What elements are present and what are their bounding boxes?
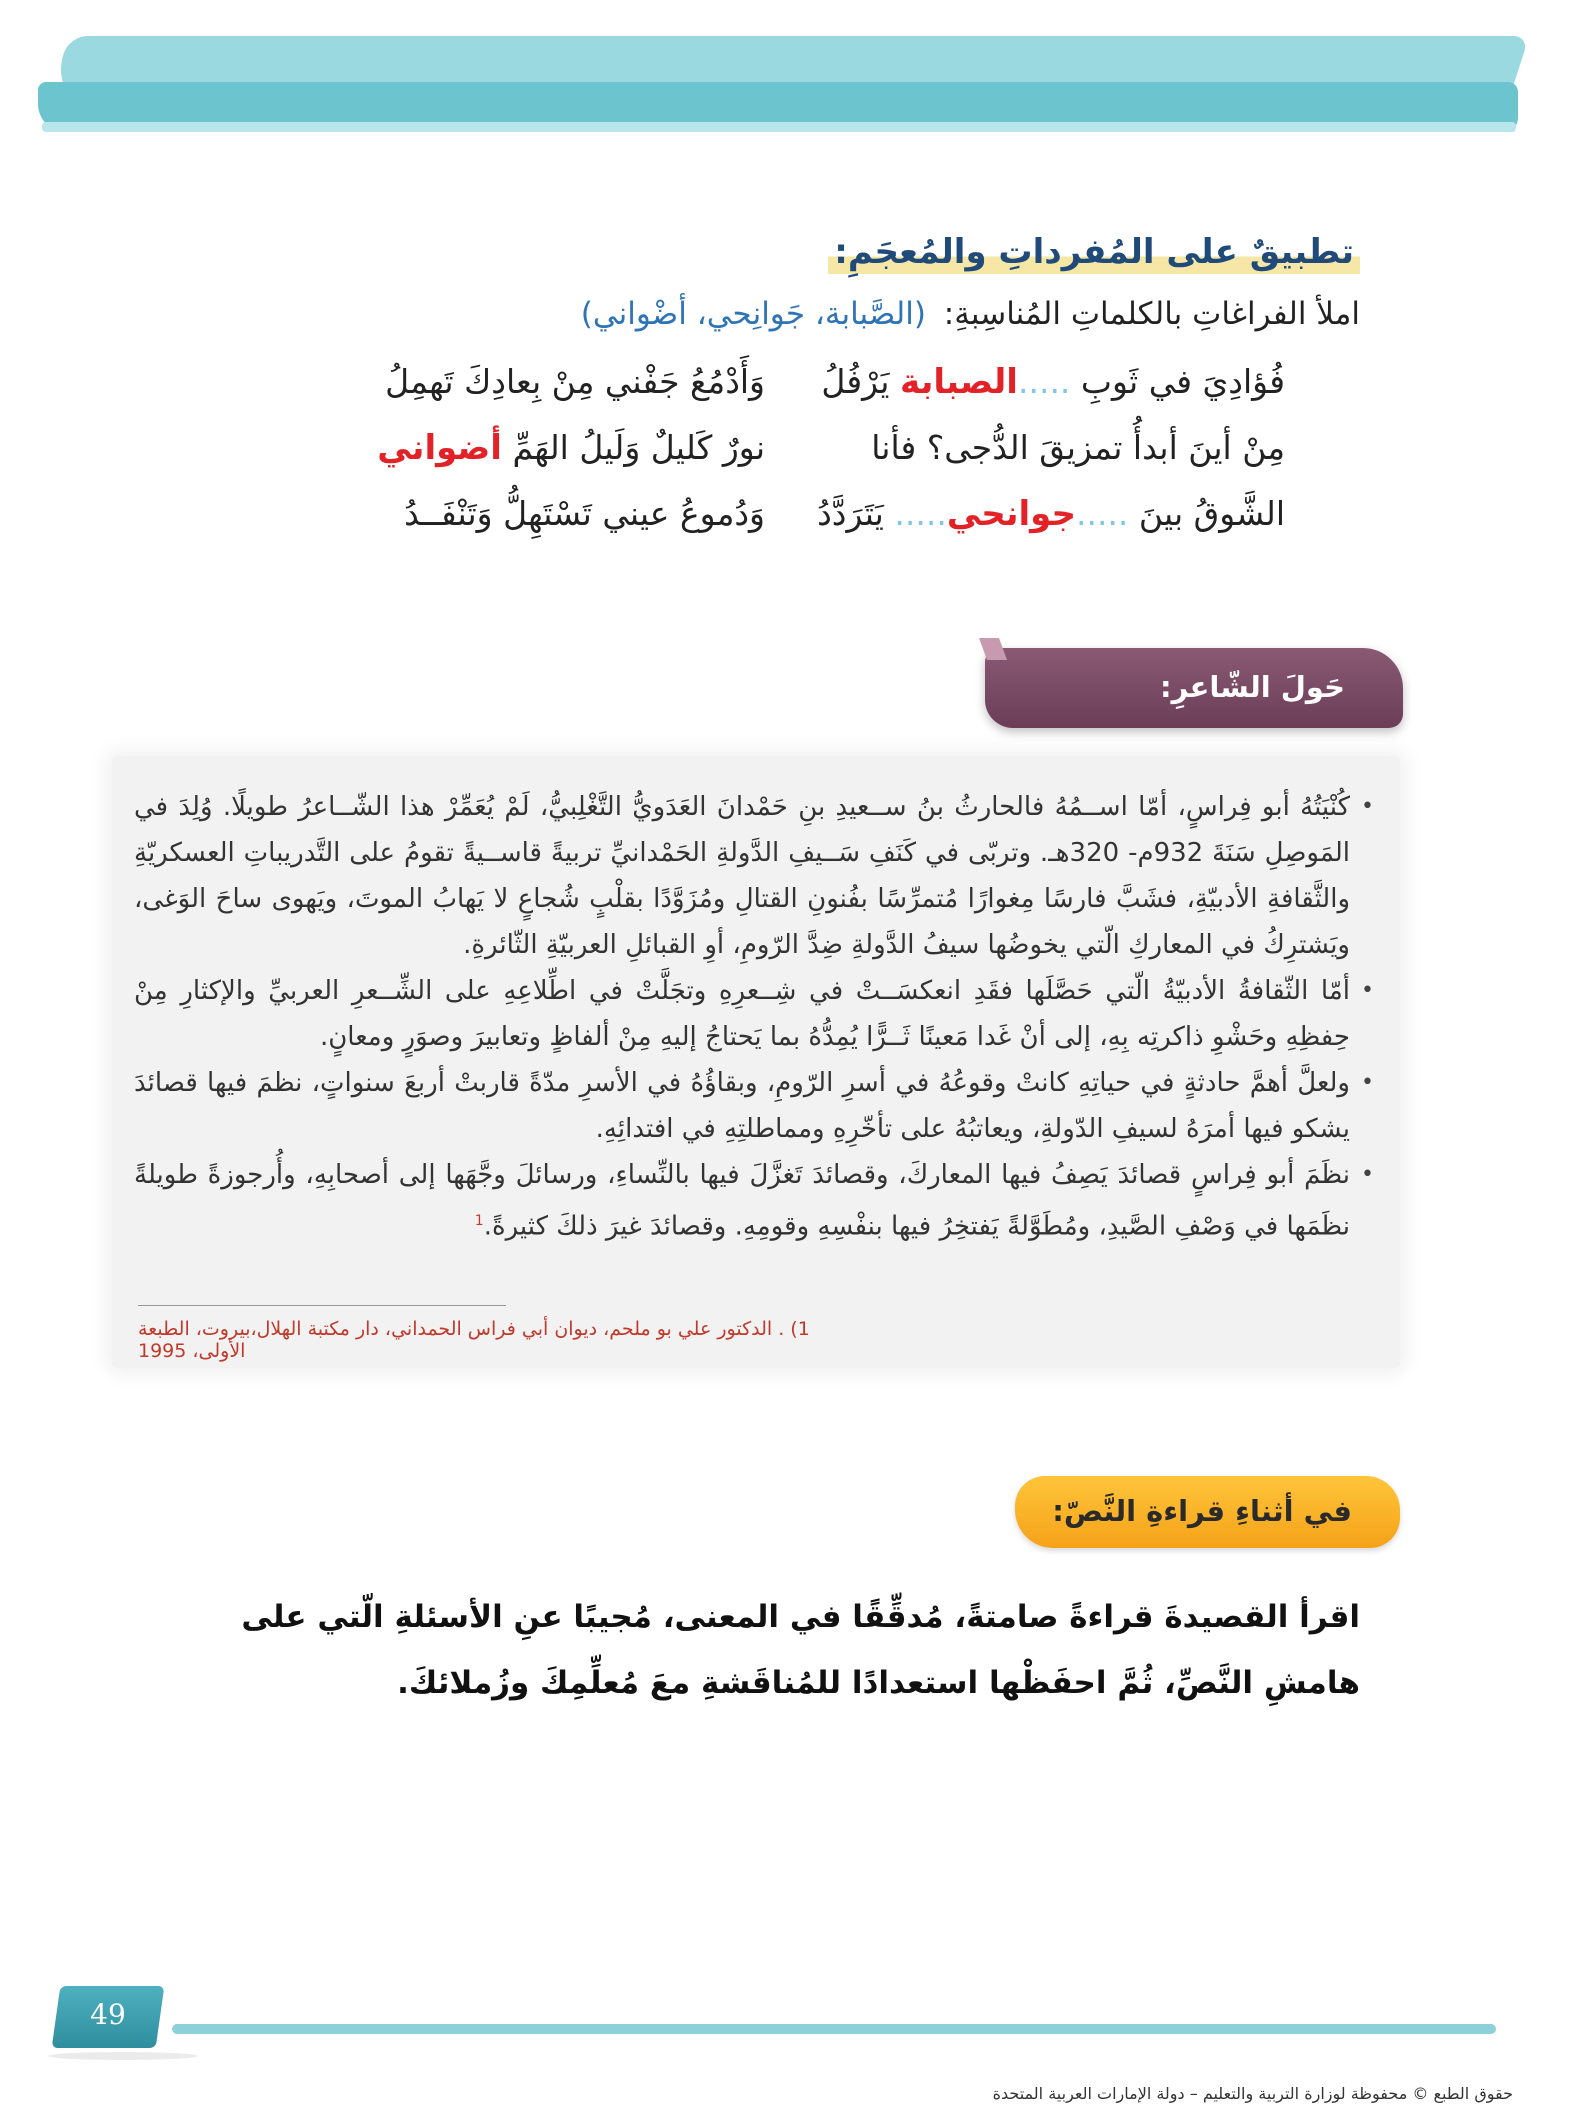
footnote: 1) . الدكتور علي بو ملحم، ديوان أبي فراس الحمداني، دار مكتبة الهلال،بيروت، الطبعة الأولى، 1995 [138, 1318, 810, 1362]
verse-row-3 [185, 494, 1285, 560]
verse-2-second-hemistich [377, 428, 765, 468]
verse-text: فُؤادِيَ في ثَوبِ [1080, 362, 1285, 401]
footer-rule [172, 2024, 1496, 2034]
poet-bio-box [112, 756, 1400, 1368]
bio-list [134, 784, 1374, 1250]
bio-text: ولعلَّ أهمَّ حادثةٍ في حياتِهِ كانتْ وقوعُهُ في أسرِ الرّومِ، وبقاؤُهُ في الأسرِ مدّةً قاربتْ أربعَ سنواتٍ، نظمَ فيها قصائدَ يشكو فيها أمرَهُ لسيفِ الدّولةِ، ويعاتبُهُ على تأخّرِهِ ومماطلتِهِ في افتدائِهِ. [134, 1068, 1350, 1144]
verse-1-first-hemistich [821, 362, 1285, 402]
bio-paragraph [134, 1152, 1374, 1250]
bullet-icon: • [1361, 794, 1374, 819]
verse-text: مِنْ أينَ أبدأُ تمزيقَ الدُّجى؟ فأنا [871, 428, 1285, 467]
bio-paragraph [134, 784, 1374, 968]
verse-row-1 [185, 362, 1285, 428]
verse-row-2 [185, 428, 1285, 494]
verse-2-first-hemistich [871, 428, 1285, 467]
footnote-marker: 1 [474, 1213, 484, 1229]
poem-exercise [185, 362, 1285, 560]
bio-text: نظَمَ أبو فِراسٍ قصائدَ يَصِفُ فيها المعاركَ، وقصائدَ تَغزَّلَ فيها بالنِّساءِ، ورسائلَ وجَّهَها إلى أصحابِهِ، وأُرجوزةً طويلةً نظَمَها في وَصْفِ الصَّيدِ، ومُطَوَّلةً يَفتخِرُ فيها بنفْسِهِ وقومِهِ. وقصائدَ غيرَ ذلكَ كثيرةً. [134, 1160, 1350, 1242]
badge-shadow [48, 2052, 198, 2060]
blank-dots: ..... [1017, 362, 1071, 401]
bullet-icon: • [1361, 978, 1374, 1003]
bio-paragraph [134, 1060, 1374, 1152]
vocab-section-title: تطبيقٌ على المُفرداتِ والمُعجَمِ: [828, 232, 1360, 274]
footnote-divider [138, 1305, 506, 1306]
bullet-icon: • [1361, 1070, 1374, 1095]
verse-3-first-hemistich [817, 494, 1285, 534]
bio-text: أمّا الثّقافةُ الأدبيّةُ الّتي حَصَّلَها فقَدِ انعكسَــتْ في شِــعرِهِ وتجَلَّتْ في اطِّلاعِهِ على الشِّــعرِ العربيِّ والإكثارِ مِنْ حِفظِهِ وحَشْوِ ذاكرتِه بِهِ، إلى أنْ غَدا مَعينًا ثَــرًّا يُمِدُّهُ بما يَحتاجُ إليهِ مِنْ ألفاظٍ وتعابيرَ وصوَرٍ ومعانٍ. [134, 976, 1350, 1052]
page-number: 49 [90, 1998, 126, 2031]
bio-text: كُنْيَتُهُ أبو فِراسٍ، أمّا اســمُهُ فالحارثُ بنُ ســعيدِ بنِ حَمْدانَ العَدَويُّ التَّغْلِبيُّ، لَمْ يُعَمِّرْ هذا الشّــاعرُ طويلًا. وُلِدَ في المَوصِلِ سَنَةَ 932م- 320هـ. وتربّى في كَنَفِ سَــيفِ الدَّولةِ الحَمْدانيِّ تربيةً قاســيةً تقومُ على التَّدريباتِ العسكريّةِ والثَّقافةِ الأدبيّةِ، فشَبَّ فارسًا مِغوارًا مُتمرِّسًا بفُنونِ القتالِ ومُزَوَّدًا بقلْبٍ شُجاعٍ لا يَهابُ الموتَ، ويَهوى ساحَ الوَغى، ويَشترِكُ في المعاركِ الّتي يخوضُها سيفُ الدَّولةِ ضِدَّ الرّومِ، أوِ القبائلِ العربيّةِ الثّائرةِ. [134, 792, 1351, 960]
about-poet-heading: حَولَ الشّاعرِ: [1159, 670, 1345, 704]
verse-text: نورٌ كَليلٌ وَلَيلُ الهَمِّ [512, 428, 765, 467]
top-decorative-banner [38, 36, 1518, 134]
blank-dots: ..... [1075, 494, 1129, 533]
word-choices: (الصَّبابة، جَوانِحي، أضْواني) [580, 296, 926, 332]
verse-text: وَدُموعُ عيني تَسْتَهِلُّ وَتَنْفَــدُ [404, 494, 765, 533]
verse-text: يَتَرَدَّدُ [817, 494, 884, 533]
while-reading-heading: في أثناءِ قراءةِ النَّصّ: [1052, 1494, 1352, 1528]
banner-band-strip [42, 122, 1516, 132]
reading-instruction: اقرأ القصيدةَ قراءةً صامتةً، مُدقِّقًا في المعنى، مُجيبًا عنِ الأسئلةِ الّتي على هامشِ النَّصِّ، ثُمَّ احفَظْها استعدادًا للمُناقَشةِ معَ مُعلِّمِكَ وزُملائكَ. [241, 1599, 1360, 1701]
vocab-instruction [581, 296, 1360, 332]
copyright-notice: حقوق الطبع © محفوظة لوزارة التربية والتعليم – دولة الإمارات العربية المتحدة [992, 2084, 1513, 2103]
blank-dots: ..... [894, 494, 947, 533]
verse-text: الشَّوقُ بينَ [1138, 494, 1285, 533]
filled-answer: جوانحي [946, 494, 1076, 534]
banner-tab [979, 638, 1007, 660]
bullet-icon: • [1361, 1162, 1374, 1187]
while-reading-banner [1015, 1476, 1400, 1548]
verse-3-second-hemistich [404, 494, 765, 533]
filled-answer: الصبابة [900, 362, 1018, 402]
instruction-text: املأ الفراغاتِ بالكلماتِ المُناسِبةِ: [943, 296, 1360, 332]
about-poet-banner [985, 648, 1403, 728]
verse-text: يَرْفُلُ [821, 362, 890, 401]
bio-paragraph [134, 968, 1374, 1060]
verse-1-second-hemistich [385, 362, 765, 401]
verse-text: وَأَدْمُعُ جَفْني مِنْ بِعادِكَ تَهمِلُ [385, 362, 765, 401]
filled-answer: أضواني [377, 428, 502, 468]
